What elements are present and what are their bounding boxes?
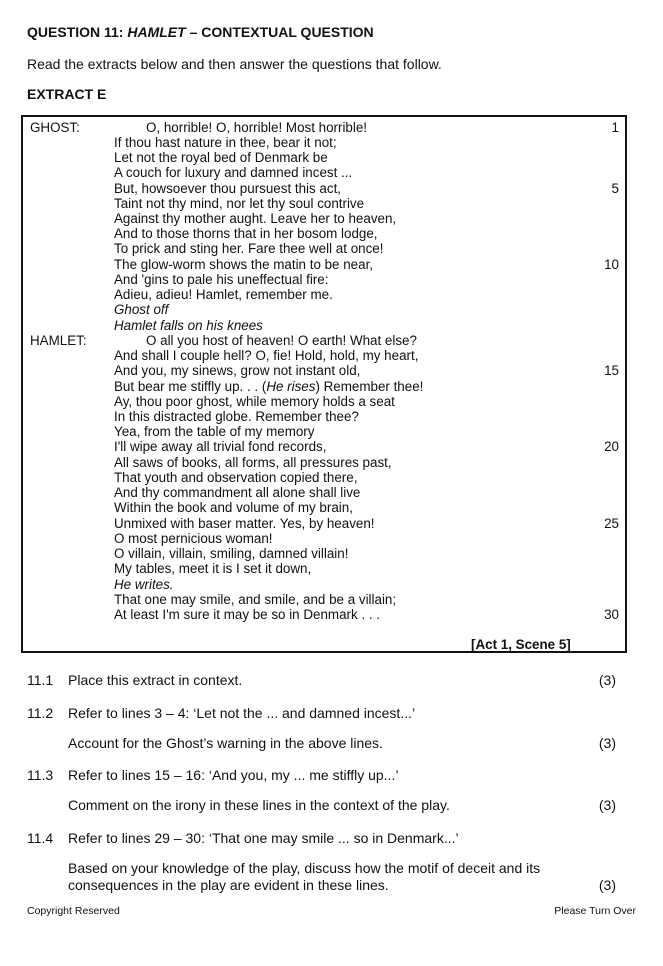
stage-direction: He writes. xyxy=(114,577,174,592)
extract-line: Ay, thou poor ghost, while memory holds a seat xyxy=(114,394,395,409)
extract-line: Against thy mother aught. Leave her to heaven, xyxy=(114,211,397,226)
speaker-ghost: GHOST: xyxy=(30,120,80,135)
question-subtext: consequences in the play are evident in these lines. xyxy=(68,877,389,893)
extract-line: I'll wipe away all trivial fond records, xyxy=(114,439,327,454)
line-number: 30 xyxy=(604,607,619,622)
stage-direction: He rises xyxy=(266,379,316,394)
extract-box xyxy=(21,115,627,653)
extract-line: And thy commandment all alone shall live xyxy=(114,485,361,500)
question-text: Place this extract in context. xyxy=(68,672,243,688)
stage-direction: Ghost off xyxy=(114,302,169,317)
extract-line: Yea, from the table of my memory xyxy=(114,424,315,439)
question-marks: (3) xyxy=(598,735,616,751)
question-subtext: Based on your knowledge of the play, discuss how the motif of deceit and its xyxy=(68,860,541,876)
extract-line: Unmixed with baser matter. Yes, by heaven! xyxy=(114,516,375,531)
line-number: 10 xyxy=(604,257,619,272)
extract-line: And you, my sinews, grow not instant old, xyxy=(114,363,361,378)
extract-line: And to those thorns that in her bosom lodge, xyxy=(114,226,378,241)
extract-line: O, horrible! O, horrible! Most horrible! xyxy=(146,120,368,135)
extract-line: Taint not thy mind, nor let thy soul contrive xyxy=(114,196,365,211)
extract-line: O all you host of heaven! O earth! What else? xyxy=(146,333,417,348)
question-marks: (3) xyxy=(598,877,616,893)
question-heading: QUESTION 11: HAMLET – CONTEXTUAL QUESTION xyxy=(27,24,374,40)
question-subtext: Account for the Ghost’s warning in the above lines. xyxy=(68,735,383,751)
line-number: 5 xyxy=(611,181,619,196)
footer-turn-over: Please Turn Over xyxy=(554,905,636,917)
extract-line: And 'gins to pale his uneffectual fire: xyxy=(114,272,329,287)
scene-reference: [Act 1, Scene 5] xyxy=(471,637,571,652)
line-number: 15 xyxy=(604,363,619,378)
instruction-text: Read the extracts below and then answer the questions that follow. xyxy=(27,56,442,72)
extract-line: That one may smile, and smile, and be a villain; xyxy=(114,592,397,607)
extract-line: O villain, villain, smiling, damned villain! xyxy=(114,546,349,561)
extract-line: My tables, meet it is I set it down, xyxy=(114,561,312,576)
question-marks: (3) xyxy=(598,672,616,688)
speaker-hamlet: HAMLET: xyxy=(30,333,87,348)
extract-line: To prick and sting her. Fare thee well at once! xyxy=(114,241,384,256)
line-number: 1 xyxy=(611,120,619,135)
extract-line: Adieu, adieu! Hamlet, remember me. xyxy=(114,287,333,302)
question-text: Refer to lines 29 – 30: ‘That one may smile ... so in Denmark...’ xyxy=(68,830,459,846)
question-number: 11.1 xyxy=(27,672,54,688)
extract-line: All saws of books, all forms, all pressures past, xyxy=(114,455,392,470)
extract-line: And shall I couple hell? O, fie! Hold, hold, my heart, xyxy=(114,348,419,363)
footer-copyright: Copyright Reserved xyxy=(27,905,120,917)
extract-line: Let not the royal bed of Denmark be xyxy=(114,150,328,165)
question-number: 11.2 xyxy=(27,705,54,721)
question-number: 11.4 xyxy=(27,830,54,846)
question-number: 11.3 xyxy=(27,767,54,783)
stage-direction: Hamlet falls on his knees xyxy=(114,318,263,333)
extract-line: At least I'm sure it may be so in Denmark . . . xyxy=(114,607,380,622)
extract-label: EXTRACT E xyxy=(27,86,107,102)
extract-line: Within the book and volume of my brain, xyxy=(114,500,353,515)
extract-line: If thou hast nature in thee, bear it not; xyxy=(114,135,337,150)
question-text: Refer to lines 3 – 4: ‘Let not the ... and damned incest...’ xyxy=(68,705,416,721)
extract-line: O most pernicious woman! xyxy=(114,531,273,546)
extract-line: But bear me stiffly up. . . (He rises) Remember thee! xyxy=(114,379,424,394)
question-subtext: Comment on the irony in these lines in the context of the play. xyxy=(68,797,450,813)
extract-line: A couch for luxury and damned incest ... xyxy=(114,165,353,180)
play-title: HAMLET xyxy=(127,24,186,40)
question-marks: (3) xyxy=(598,797,616,813)
line-number: 25 xyxy=(604,516,619,531)
extract-line: That youth and observation copied there, xyxy=(114,470,358,485)
extract-line: The glow-worm shows the matin to be near, xyxy=(114,257,374,272)
question-text: Refer to lines 15 – 16: ‘And you, my ... me stiffly up...’ xyxy=(68,767,399,783)
extract-line: In this distracted globe. Remember thee? xyxy=(114,409,359,424)
extract-line: But, howsoever thou pursuest this act, xyxy=(114,181,342,196)
line-number: 20 xyxy=(604,439,619,454)
